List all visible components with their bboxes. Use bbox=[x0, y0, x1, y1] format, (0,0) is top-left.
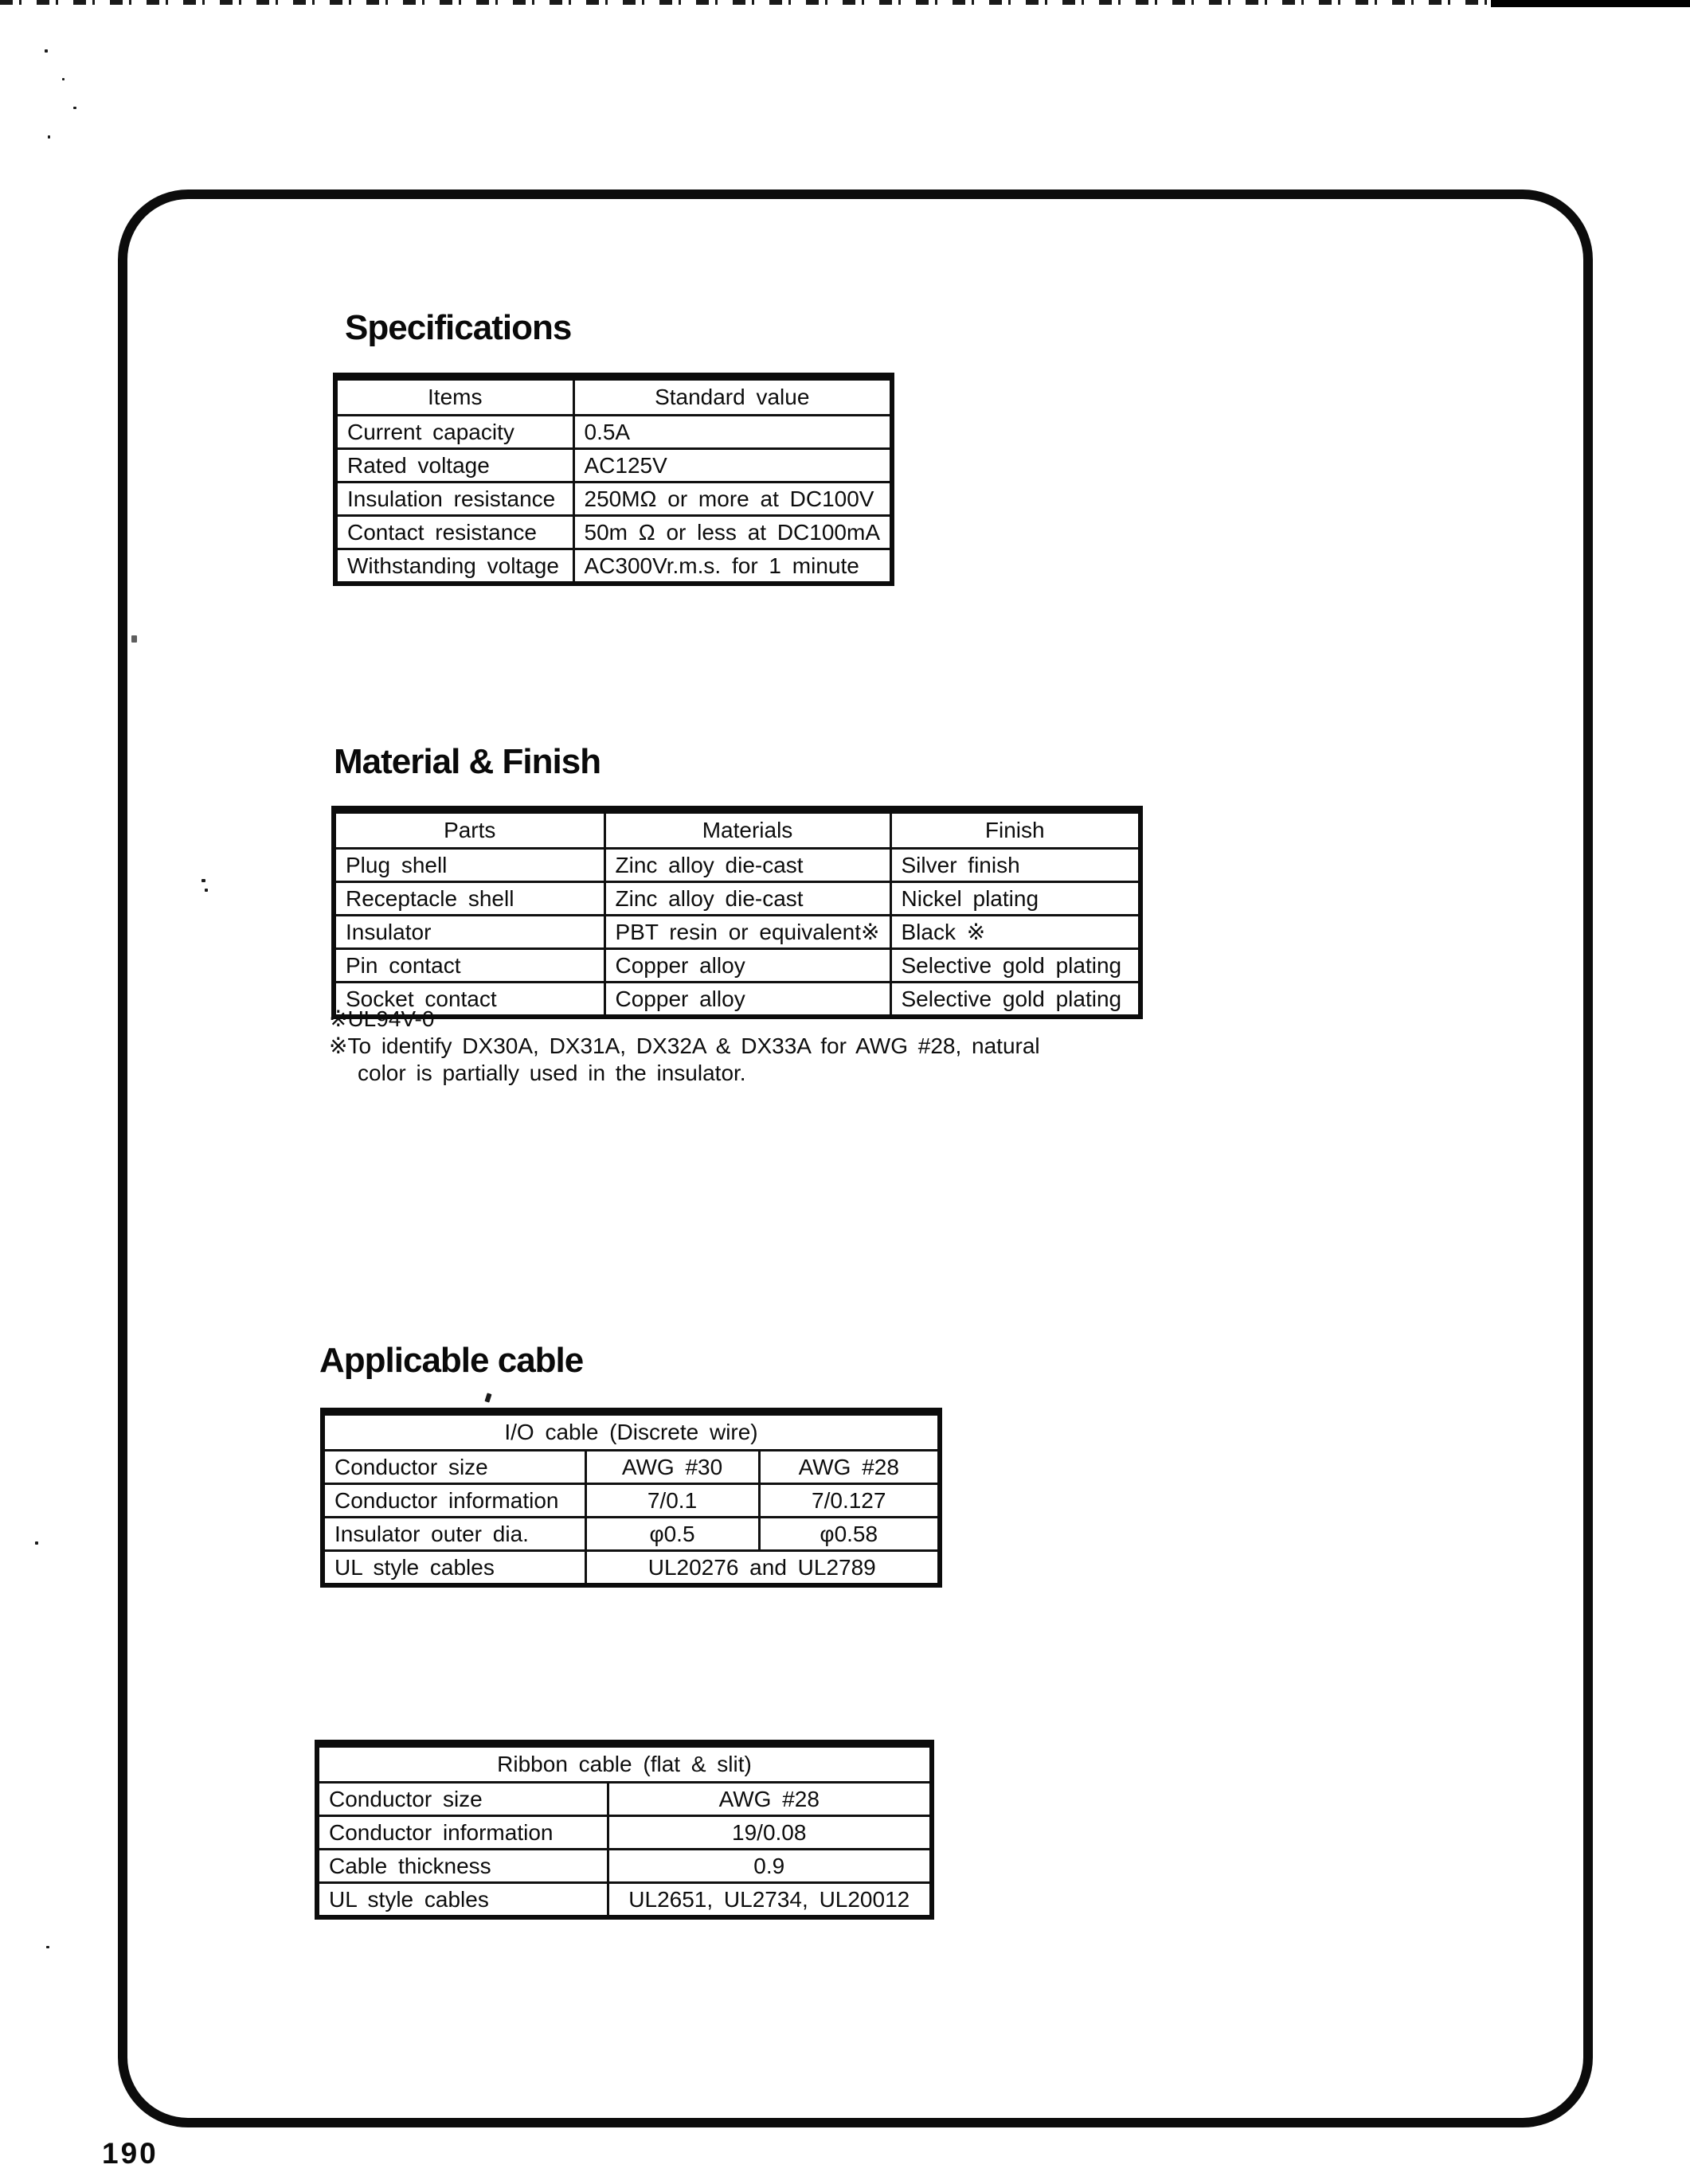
table-cell: Silver finish bbox=[890, 849, 1140, 882]
table-cell: Socket contact bbox=[334, 983, 604, 1018]
table-row bbox=[334, 949, 1140, 983]
table-cell: Insulation resistance bbox=[335, 483, 573, 516]
table-cell: AWG #28 bbox=[759, 1451, 940, 1484]
table-row bbox=[334, 983, 1140, 1018]
column-header: Standard value bbox=[573, 377, 892, 416]
table-cell: Zinc alloy die-cast bbox=[604, 882, 890, 916]
table-caption: I/O cable (Discrete wire) bbox=[323, 1412, 940, 1451]
table-cell: PBT resin or equivalent※ bbox=[604, 916, 890, 949]
scan-artifact-top-solid-bar bbox=[1491, 0, 1690, 7]
table-cell: Pin contact bbox=[334, 949, 604, 983]
column-header: Finish bbox=[890, 810, 1140, 849]
scan-speck bbox=[46, 1946, 49, 1948]
table-header-row bbox=[335, 377, 892, 416]
table-cell: AWG #30 bbox=[585, 1451, 759, 1484]
scan-speck bbox=[62, 78, 65, 80]
table-row bbox=[335, 483, 892, 516]
table-cell: Plug shell bbox=[334, 849, 604, 882]
section-title-applicable-cable: Applicable cable bbox=[319, 1341, 584, 1380]
table-cell: Conductor size bbox=[317, 1783, 608, 1816]
table-cell: φ0.5 bbox=[585, 1518, 759, 1551]
table-cell: Receptacle shell bbox=[334, 882, 604, 916]
table-cell: UL style cables bbox=[317, 1883, 608, 1918]
table-cell: 7/0.127 bbox=[759, 1484, 940, 1518]
scan-artifact-top-dashed-line bbox=[0, 0, 1690, 5]
column-header: Parts bbox=[334, 810, 604, 849]
specifications-table bbox=[333, 373, 894, 586]
table-cell: Conductor size bbox=[323, 1451, 585, 1484]
table-cell: 19/0.08 bbox=[608, 1816, 932, 1850]
io-cable-table bbox=[320, 1408, 942, 1588]
table-cell: Selective gold plating bbox=[890, 983, 1140, 1018]
table-cell: UL style cables bbox=[323, 1551, 585, 1586]
table-cell: Selective gold plating bbox=[890, 949, 1140, 983]
table-caption: Ribbon cable (flat & slit) bbox=[317, 1744, 932, 1783]
table-caption-row bbox=[317, 1744, 932, 1783]
table-row bbox=[334, 849, 1140, 882]
table-row bbox=[323, 1518, 940, 1551]
table-cell: Insulator bbox=[334, 916, 604, 949]
table-row bbox=[323, 1551, 940, 1586]
table-cell: Nickel plating bbox=[890, 882, 1140, 916]
table-cell: Current capacity bbox=[335, 416, 573, 449]
table-cell: UL2651, UL2734, UL20012 bbox=[608, 1883, 932, 1918]
table-row bbox=[335, 449, 892, 483]
table-row bbox=[317, 1816, 932, 1850]
table-cell: UL20276 and UL2789 bbox=[585, 1551, 940, 1586]
scan-speck bbox=[35, 1541, 38, 1545]
footnote-identify-line2: color is partially used in the insulator. bbox=[358, 1061, 746, 1085]
table-cell: φ0.58 bbox=[759, 1518, 940, 1551]
table-cell: 0.9 bbox=[608, 1850, 932, 1883]
table-row bbox=[334, 916, 1140, 949]
table-cell: 7/0.1 bbox=[585, 1484, 759, 1518]
table-cell: AC300Vr.m.s. for 1 minute bbox=[573, 549, 892, 584]
column-header: Materials bbox=[604, 810, 890, 849]
table-cell: Black ※ bbox=[890, 916, 1140, 949]
table-cell: Copper alloy bbox=[604, 983, 890, 1018]
table-cell: Rated voltage bbox=[335, 449, 573, 483]
column-header: Items bbox=[335, 377, 573, 416]
scan-speck bbox=[48, 135, 50, 139]
table-row bbox=[323, 1484, 940, 1518]
table-row bbox=[317, 1783, 932, 1816]
table-row bbox=[323, 1451, 940, 1484]
table-cell: Copper alloy bbox=[604, 949, 890, 983]
table-row bbox=[317, 1850, 932, 1883]
scan-speck bbox=[73, 107, 76, 109]
ribbon-cable-table bbox=[315, 1740, 934, 1920]
table-row bbox=[335, 516, 892, 549]
material-finish-table bbox=[331, 806, 1143, 1019]
table-cell: Zinc alloy die-cast bbox=[604, 849, 890, 882]
table-row bbox=[317, 1883, 932, 1918]
table-row bbox=[335, 549, 892, 584]
section-title-specifications: Specifications bbox=[345, 308, 572, 347]
section-title-material-finish: Material & Finish bbox=[334, 742, 601, 781]
table-cell: Conductor information bbox=[323, 1484, 585, 1518]
table-cell: 250MΩ or more at DC100V bbox=[573, 483, 892, 516]
table-cell: Contact resistance bbox=[335, 516, 573, 549]
table-cell: Insulator outer dia. bbox=[323, 1518, 585, 1551]
table-cell: 0.5A bbox=[573, 416, 892, 449]
page-number: 190 bbox=[102, 2137, 158, 2170]
table-cell: Cable thickness bbox=[317, 1850, 608, 1883]
table-caption-row bbox=[323, 1412, 940, 1451]
table-cell: AWG #28 bbox=[608, 1783, 932, 1816]
table-cell: 50m Ω or less at DC100mA bbox=[573, 516, 892, 549]
table-cell: Conductor information bbox=[317, 1816, 608, 1850]
table-cell: AC125V bbox=[573, 449, 892, 483]
table-header-row bbox=[334, 810, 1140, 849]
table-cell: Withstanding voltage bbox=[335, 549, 573, 584]
table-row bbox=[335, 416, 892, 449]
scan-speck bbox=[45, 49, 48, 53]
footnote-ul94: ※UL94V-0 bbox=[329, 1006, 435, 1031]
table-row bbox=[334, 882, 1140, 916]
footnote-identify-line1: ※To identify DX30A, DX31A, DX32A & DX33A for AWG #28, natural bbox=[329, 1033, 1040, 1058]
